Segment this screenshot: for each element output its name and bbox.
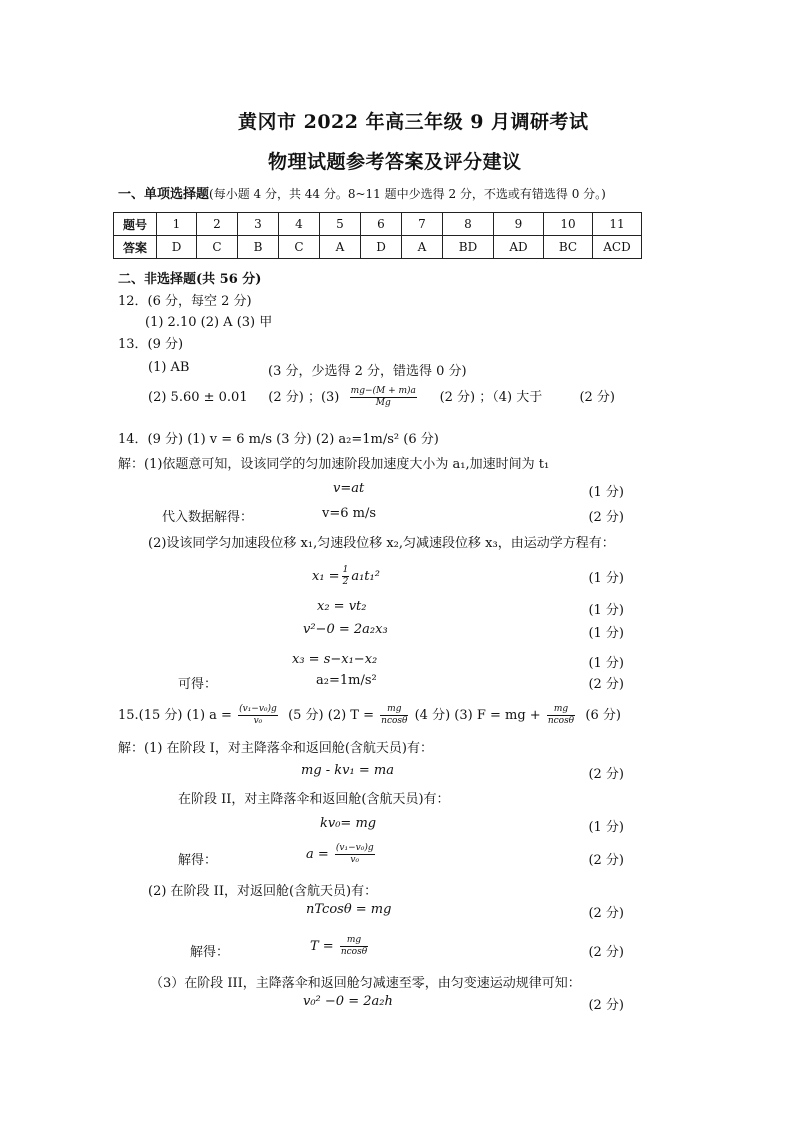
q13-fraction — [350, 386, 417, 409]
q15-header-c: (4 分) (3) F = mg + — [414, 708, 541, 723]
fraction-denominator: ncosθ — [340, 947, 368, 957]
eq-left: a = — [306, 847, 329, 862]
q14-eq1-score: (1 分) — [588, 485, 624, 500]
q14-eq4: x₂ = vt₂ — [317, 599, 367, 614]
table-cell: 11 — [593, 213, 642, 236]
q15-eq1: mg - kv₁ = ma — [301, 763, 394, 778]
q13-score2: (2 分) ；(3) — [268, 390, 340, 405]
eq-right: a₁t₁² — [351, 569, 380, 584]
answer-table — [113, 212, 642, 259]
q15-eq4-score: (2 分) — [588, 906, 624, 921]
q14-header: 14．(9 分) (1) v = 6 m/s (3 分) (2) a₂=1m/s² (6 分) — [118, 432, 439, 447]
section1-line — [118, 183, 606, 202]
table-cell: 6 — [361, 213, 402, 236]
fraction-numerator: mg — [340, 935, 368, 947]
table-cell: BD — [443, 236, 494, 259]
fraction-numerator: 1 — [342, 565, 349, 575]
q15-eq3-score: (2 分) — [588, 853, 624, 868]
q14-eq2: v=6 m/s — [322, 506, 377, 521]
table-cell: C — [279, 236, 320, 259]
q15-stage2: 在阶段 II，对主降落伞和返回舱(含航天员)有： — [178, 792, 450, 807]
table-cell: 1 — [157, 213, 197, 236]
q14-eq4-score: (1 分) — [588, 603, 624, 618]
q13-answer2: (2) 5.60 ± 0.01 — [148, 390, 248, 405]
q14-eq2-score: (2 分) — [588, 510, 624, 525]
q15-header — [118, 704, 621, 727]
table-cell: 9 — [494, 213, 544, 236]
table-cell: 5 — [320, 213, 361, 236]
q14-solution-intro: 解：(1)依题意可知，设该同学的匀加速阶段加速度大小为 a₁,加速时间为 t₁ — [118, 457, 550, 472]
section2-heading: 二、非选择题(共 56 分) — [118, 272, 262, 287]
q13-answer1: (1) AB — [148, 360, 190, 375]
q15-header-b: (5 分) (2) T = — [288, 708, 375, 723]
q13-header: 13．(9 分) — [118, 337, 184, 352]
table-cell: B — [238, 236, 279, 259]
q14-part2-intro: (2)设该同学匀加速段位移 x₁,匀速段位移 x₂,匀减速段位移 x₃，由运动学方程有： — [148, 536, 615, 551]
q15-eq6: v₀² −0 = 2a₂h — [303, 994, 393, 1009]
q15-eq6-score: (2 分) — [588, 998, 624, 1013]
q12-answers: (1) 2.10 (2) A (3) 甲 — [145, 315, 273, 330]
table-cell: AD — [494, 236, 544, 259]
q14-eq1: v=at — [333, 481, 365, 496]
fraction-numerator: (v₁−v₀)g — [239, 704, 277, 714]
table-cell: C — [197, 236, 238, 259]
fraction-denominator: ncosθ — [547, 716, 575, 726]
fraction-denominator: v₀ — [253, 716, 263, 726]
q14-eq6: x₃ = s−x₁−x₂ — [292, 652, 378, 667]
q15-eq3 — [306, 843, 377, 866]
fraction-denominator: v₀ — [350, 855, 360, 865]
table-cell: 2 — [197, 213, 238, 236]
q15-eq4: nTcosθ = mg — [306, 902, 392, 917]
table-cell: D — [361, 236, 402, 259]
q15-solve1-label: 解得： — [178, 853, 218, 868]
q14-eq5-score: (1 分) — [588, 626, 624, 641]
fraction-numerator: (v₁−v₀)g — [335, 843, 374, 853]
q15-eq2-score: (1 分) — [588, 820, 624, 835]
eq-left: x₁ = — [312, 569, 340, 584]
q13-score3: (2 分) ；（4) 大于 — [439, 390, 543, 405]
fraction-numerator: mg — [380, 704, 408, 716]
fraction-denominator: Mg — [375, 398, 391, 408]
q15-header-fraction3 — [547, 704, 575, 727]
q15-header-a: 15.(15 分) (1) a = — [118, 708, 232, 723]
eq-left: T = — [310, 939, 334, 954]
table-cell: BC — [544, 236, 593, 259]
row-label-number: 题号 — [114, 213, 157, 236]
table-cell: 3 — [238, 213, 279, 236]
q15-header-fraction2 — [380, 704, 408, 727]
q15-eq5-fraction — [340, 935, 368, 958]
section1-note: (每小题 4 分，共 44 分。8~11 题中少选得 2 分，不选或有错选得 0 分。) — [209, 187, 606, 201]
document-subtitle: 物理试题参考答案及评分建议 — [268, 151, 522, 173]
q14-sub-label: 代入数据解得： — [162, 510, 254, 525]
fraction-numerator: mg — [547, 704, 575, 716]
q13-score4: (2 分) — [579, 390, 615, 405]
fraction-denominator: 2 — [342, 577, 349, 587]
table-cell: ACD — [593, 236, 642, 259]
q15-eq3-fraction — [335, 843, 375, 866]
q14-eq3 — [312, 565, 380, 588]
table-cell: 4 — [279, 213, 320, 236]
table-row — [114, 236, 642, 259]
q15-eq5 — [310, 935, 370, 958]
q15-solution-intro: 解：(1) 在阶段 I，对主降落伞和返回舱(含航天员)有： — [118, 741, 433, 756]
q15-eq1-score: (2 分) — [588, 767, 624, 782]
table-row — [114, 213, 642, 236]
table-cell: A — [402, 236, 443, 259]
q14-result-label: 可得： — [178, 677, 218, 692]
table-cell: D — [157, 236, 197, 259]
table-cell: 8 — [443, 213, 494, 236]
q15-eq5-score: (2 分) — [588, 945, 624, 960]
q15-eq2: kv₀= mg — [320, 816, 377, 831]
table-cell: 7 — [402, 213, 443, 236]
document-title: 黄冈市 2022 年高三年级 9 月调研考试 — [238, 111, 589, 133]
q14-eq7: a₂=1m/s² — [316, 673, 377, 688]
table-cell: A — [320, 236, 361, 259]
q15-header-fraction1 — [238, 704, 278, 727]
q15-solve2-label: 解得： — [190, 945, 230, 960]
q15-part2-intro: (2) 在阶段 II，对返回舱(含航天员)有： — [148, 884, 378, 899]
q15-header-d: (6 分) — [585, 708, 621, 723]
q14-eq7-score: (2 分) — [588, 677, 624, 692]
q14-eq5: v²−0 = 2a₂x₃ — [303, 622, 388, 637]
q15-part3-intro: （3）在阶段 III，主降落伞和返回舱匀减速至零，由匀变速运动规律可知： — [150, 976, 581, 991]
q13-answer1-score: (3 分，少选得 2 分，错选得 0 分) — [268, 364, 467, 379]
q14-eq6-score: (1 分) — [588, 656, 624, 671]
q14-eq3-fraction — [342, 565, 350, 588]
table-cell: 10 — [544, 213, 593, 236]
fraction-numerator: mg−(M + m)a — [350, 386, 416, 396]
section1-heading: 一、单项选择题 — [118, 187, 210, 202]
q14-eq3-score: (1 分) — [588, 571, 624, 586]
fraction-denominator: ncosθ — [381, 716, 408, 726]
row-label-answer: 答案 — [114, 236, 157, 259]
q13-line2 — [148, 386, 615, 409]
q12-header: 12．(6 分，每空 2 分) — [118, 294, 252, 309]
